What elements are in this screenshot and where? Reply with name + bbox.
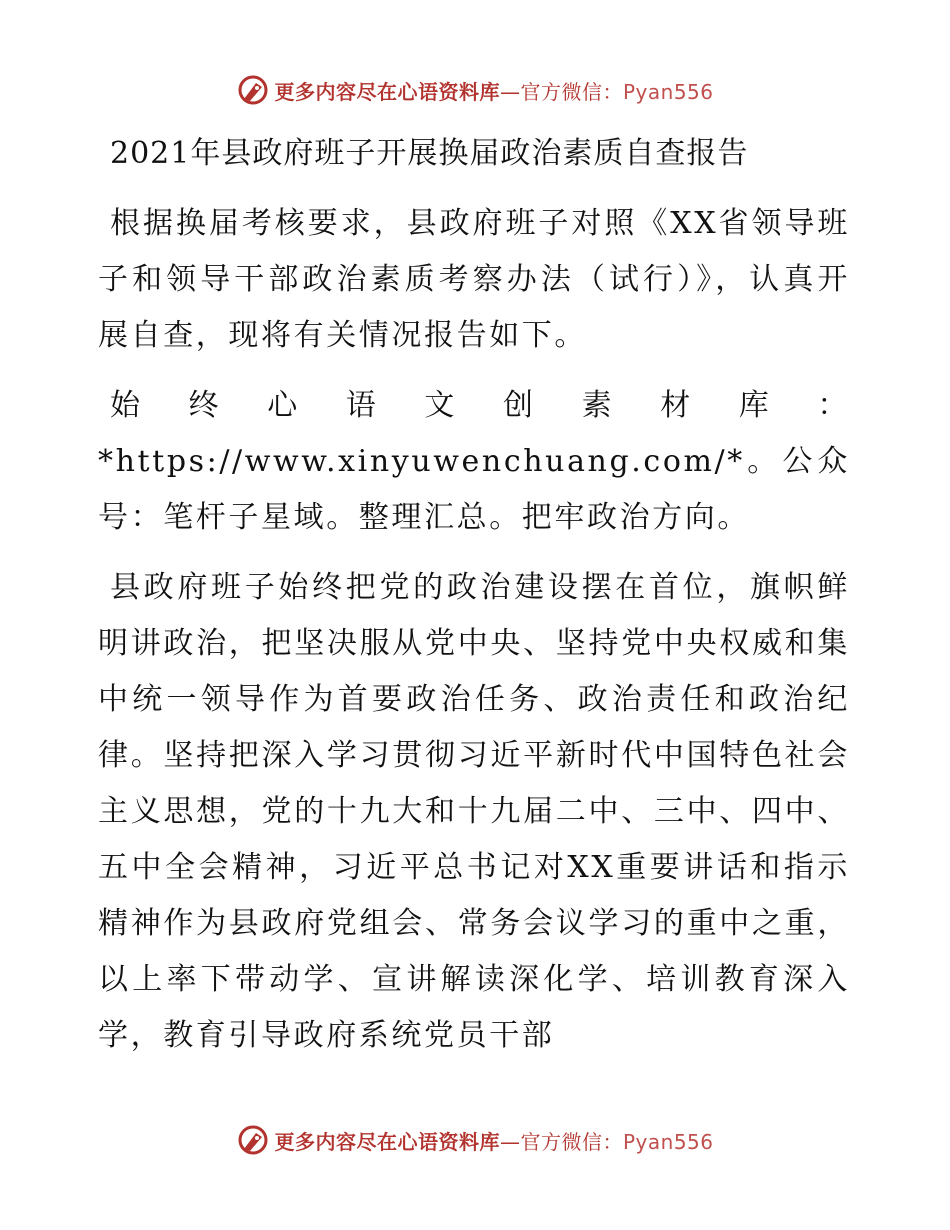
watermark-text <box>274 76 713 105</box>
watermark-middle: —官方微信： <box>499 1129 623 1154</box>
watermark-middle: —官方微信： <box>499 79 623 104</box>
watermark-prefix: 更多内容尽在心语资料库 <box>274 79 500 104</box>
paragraph-political-direction: 县政府班子始终把党的政治建设摆在首位，旗帜鲜明讲政治，把坚决服从党中央、坚持党中央权威和集中统一领导作为首要政治任务、政治责任和政治纪律。坚持把深入学习贯彻习近平新时代中国特色社会主义思想，党的十九大和十九届二中、三中、四中、五中全会精神，习近平总书记对XX重要讲话和指示精神作为县政府党组会、常务会议学习的重中之重，以上率下带动学、宣讲解读深化学、培训教育深入学，教育引导政府系统党员干部 <box>98 570 850 1053</box>
watermark-footer <box>0 1120 950 1160</box>
watermark-account: Pyan556 <box>622 79 714 104</box>
document-title: 2021年县政府班子开展换届政治素质自查报告 <box>110 136 749 171</box>
watermark-header <box>0 70 950 110</box>
watermark-account: Pyan556 <box>622 1129 714 1154</box>
watermark-prefix: 更多内容尽在心语资料库 <box>274 1129 500 1154</box>
fountain-pen-logo-icon <box>236 1123 270 1157</box>
paragraph-source: 始终心语文创素材库：*https://www.xinyuwenchuang.com/*。公众号：笔杆子星域。整理汇总。把牢政治方向。 <box>98 388 850 535</box>
watermark-text <box>274 1126 713 1155</box>
document-body <box>98 118 850 1064</box>
fountain-pen-logo-icon <box>236 73 270 107</box>
paragraph-intro: 根据换届考核要求，县政府班子对照《XX省领导班子和领导干部政治素质考察办法（试行）》，认真开展自查，现将有关情况报告如下。 <box>98 206 850 353</box>
